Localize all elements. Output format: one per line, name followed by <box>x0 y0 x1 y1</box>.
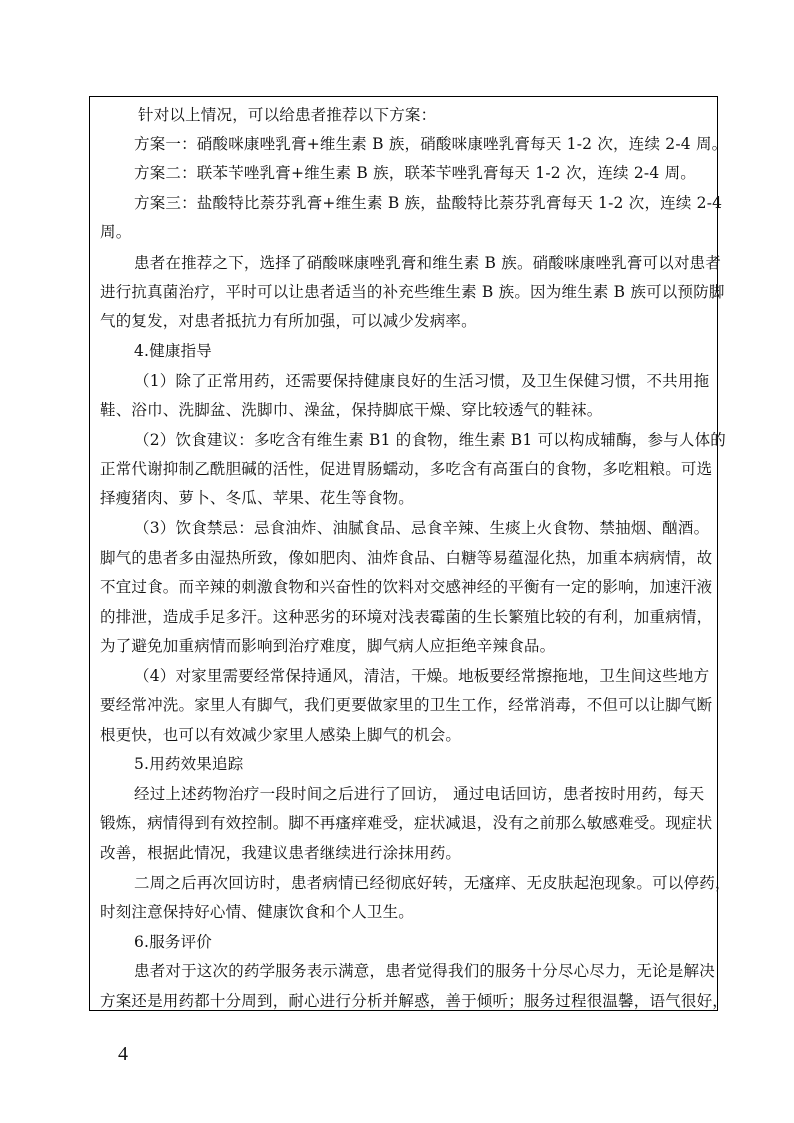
text-line: 气的复发，对患者抵抗力有所加强，可以减少发病率。 <box>100 312 477 330</box>
page-number: 4 <box>118 1043 128 1065</box>
section-heading: 5.用药效果追踪 <box>134 755 244 773</box>
text-line: 正常代谢抑制乙酰胆碱的活性，促进胃肠蠕动，多吃含有高蛋白的食物，多吃粗粮。可选 <box>100 460 713 478</box>
text-line: 方案三：盐酸特比萘芬乳膏+维生素 B 族，盐酸特比萘芬乳膏每天 1-2 次，连续 2-4 <box>134 194 723 212</box>
text-line: （1）除了正常用药，还需要保持健康良好的生活习惯，及卫生保健习惯，不共用拖 <box>134 372 710 390</box>
text-line: 为了避免加重病情而影响到治疗难度，脚气病人应拒绝辛辣食品。 <box>100 637 556 655</box>
text-line: （2）饮食建议：多吃含有维生素 B1 的食物，维生素 B1 可以构成辅酶，参与人体的 <box>134 431 726 449</box>
text-line: 二周之后再次回访时，患者病情已经彻底好转，无瘙痒、无皮肤起泡现象。可以停药， <box>134 874 731 892</box>
text-line: 要经常冲洗。家里人有脚气，我们更要做家里的卫生工作，经常消毒，不但可以让脚气断 <box>100 696 713 714</box>
text-line: 周。 <box>100 223 132 241</box>
text-line: 脚气的患者多由湿热所致，像如肥肉、油炸食品、白糖等易蕴湿化热，加重本病病情，故 <box>100 549 713 567</box>
text-line: 时刻注意保持好心情、健康饮食和个人卫生。 <box>100 903 415 921</box>
text-line: 经过上述药物治疗一段时间之后进行了回访， 通过电话回访，患者按时用药，每天 <box>134 785 705 803</box>
text-line: 的排泄，造成手足多汗。这种恶劣的环境对浅表霉菌的生长繁殖比较的有利，加重病情， <box>100 608 713 626</box>
section-heading: 4.健康指导 <box>134 342 212 360</box>
text-line: 根更快，也可以有效减少家里人感染上脚气的机会。 <box>100 726 462 744</box>
text-line: 进行抗真菌治疗，平时可以让患者适当的补充些维生素 B 族。因为维生素 B 族可以预防脚 <box>100 283 725 301</box>
text-line: 方案一：硝酸咪康唑乳膏+维生素 B 族，硝酸咪康唑乳膏每天 1-2 次，连续 2-4 周。 <box>134 135 728 153</box>
text-line: 鞋、浴巾、洗脚盆、洗脚巾、澡盆，保持脚底干燥、穿比较透气的鞋袜。 <box>100 401 603 419</box>
text-line: 患者在推荐之下，选择了硝酸咪康唑乳膏和维生素 B 族。硝酸咪康唑乳膏可以对患者 <box>134 254 722 272</box>
text-line: （4）对家里需要经常保持通风，清洁，干燥。地板要经常擦拖地，卫生间这些地方 <box>134 667 710 685</box>
text-line: 针对以上情况，可以给患者推荐以下方案： <box>138 106 437 124</box>
text-line: 不宜过食。而辛辣的刺激食物和兴奋性的饮料对交感神经的平衡有一定的影响，加速汗液 <box>100 578 713 596</box>
text-line: 方案还是用药都十分周到，耐心进行分析并解惑，善于倾听；服务过程很温馨，语气很好， <box>100 992 729 1010</box>
text-line: 患者对于这次的药学服务表示满意，患者觉得我们的服务十分尽心尽力，无论是解决 <box>134 962 715 980</box>
text-line: 改善，根据此情况，我建议患者继续进行涂抹用药。 <box>100 844 462 862</box>
section-heading: 6.服务评价 <box>134 933 212 951</box>
text-line: 方案二：联苯苄唑乳膏+维生素 B 族，联苯苄唑乳膏每天 1-2 次，连续 2-4 周。 <box>134 164 696 182</box>
text-line: （3）饮食禁忌：忌食油炸、油腻食品、忌食辛辣、生痰上火食物、禁抽烟、酗酒。 <box>134 519 710 537</box>
text-line: 择瘦猪肉、萝卜、冬瓜、苹果、花生等食物。 <box>100 489 415 507</box>
text-line: 锻炼，病情得到有效控制。脚不再瘙痒难受，症状减退，没有之前那么敏感难受。现症状 <box>100 814 713 832</box>
